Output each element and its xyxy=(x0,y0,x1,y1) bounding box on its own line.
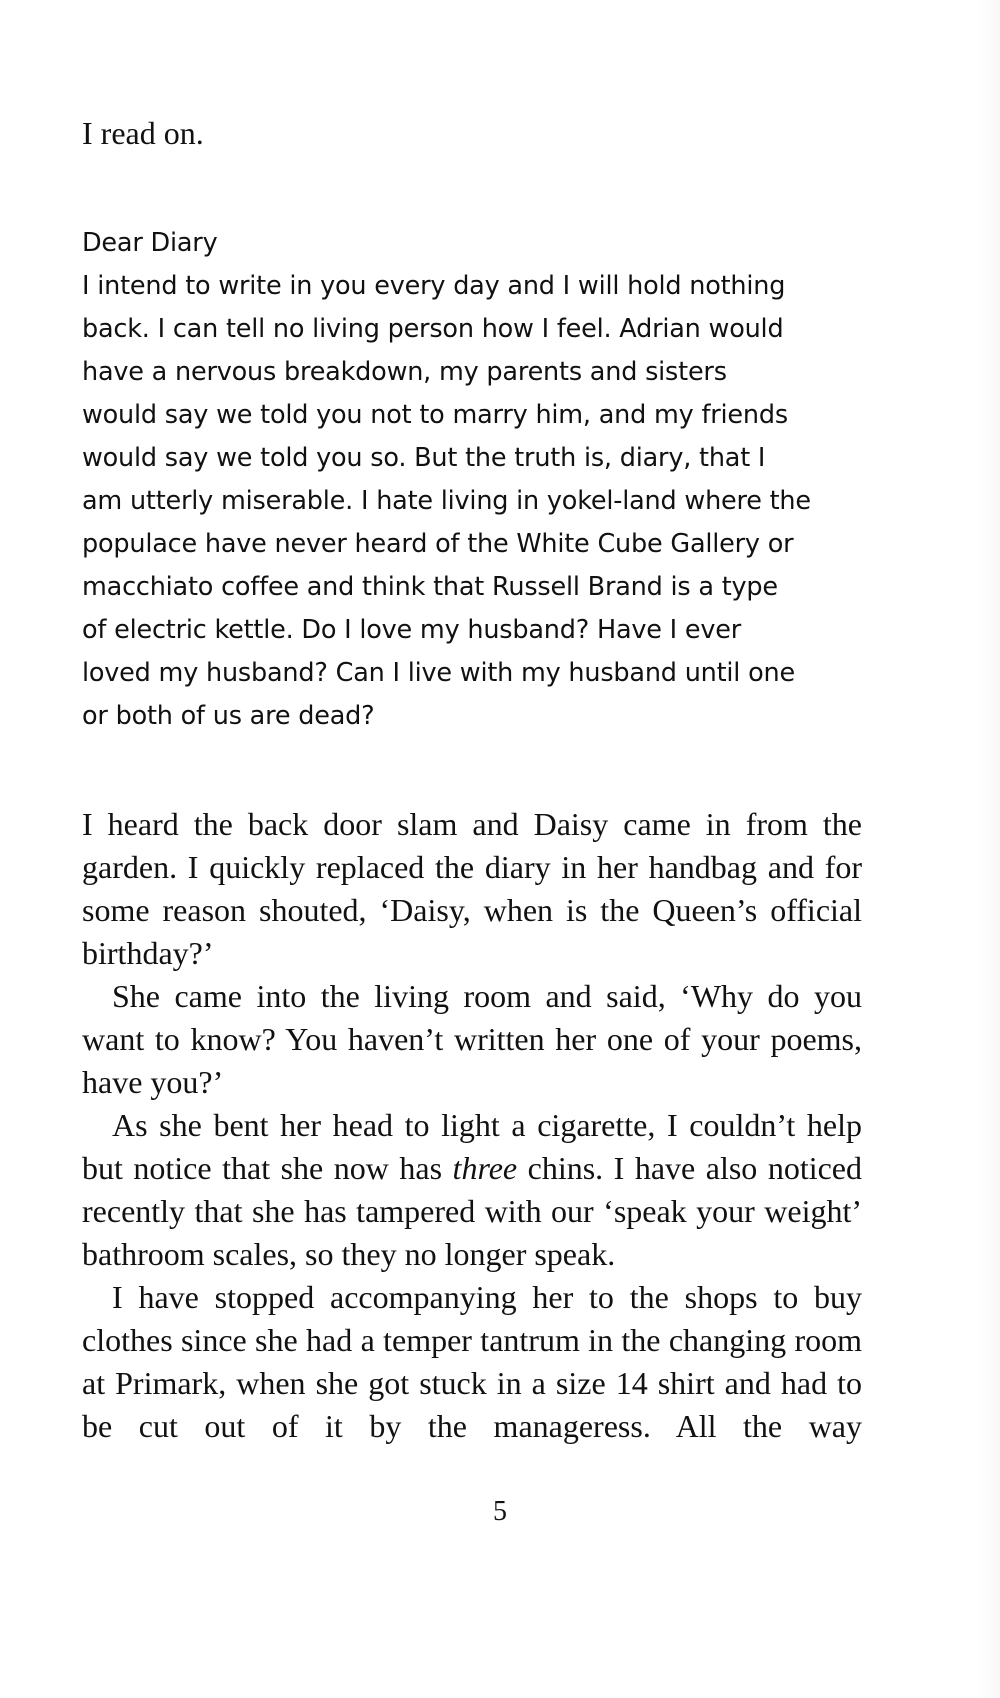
opening-line: I read on. xyxy=(82,115,204,151)
narrative-paragraph: I heard the back door slam and Daisy came in from the garden. I quickly replaced the diary in her handbag and for some reason shouted, ‘Daisy, when is the Queen’s official birthday?’ xyxy=(82,806,862,971)
scan-edge-shadow xyxy=(978,0,1000,1698)
diary-line: populace have never heard of the White Cube Gallery or xyxy=(82,529,794,559)
diary-line: or both of us are dead? xyxy=(82,701,375,731)
diary-line: back. I can tell no living person how I feel. Adrian would xyxy=(82,314,784,344)
diary-line: macchiato coffee and think that Russell Brand is a type xyxy=(82,572,778,602)
paragraph-text: As she bent her head to light a cigarette, I couldn’t help but notice that she now has xyxy=(82,1107,862,1186)
diary-line: have a nervous breakdown, my parents and sisters xyxy=(82,357,727,387)
paragraph-text: chins. I have also noticed recently that she has tampered with our ‘speak your weight’ bathroom scales, so they no longer speak. xyxy=(82,1150,863,1272)
diary-line: of electric kettle. Do I love my husband? Have I ever xyxy=(82,615,742,645)
emphasis-text: three xyxy=(452,1150,518,1186)
diary-line: loved my husband? Can I live with my husband until one xyxy=(82,658,795,688)
page-number: 5 xyxy=(493,1496,507,1527)
diary-heading: Dear Diary xyxy=(82,228,218,258)
diary-line: would say we told you so. But the truth is, diary, that I xyxy=(82,443,766,473)
diary-entry xyxy=(82,222,862,738)
diary-line: I intend to write in you every day and I will hold nothing xyxy=(82,271,786,301)
narrative-paragraph: She came into the living room and said, ‘Why do you want to know? You haven’t written her one of your poems, have you?’ xyxy=(82,978,862,1100)
narrative-paragraph xyxy=(82,1104,862,1276)
diary-line: would say we told you not to marry him, and my friends xyxy=(82,400,788,430)
narrative-text xyxy=(82,803,862,1448)
diary-line: am utterly miserable. I hate living in yokel-land where the xyxy=(82,486,811,516)
narrative-paragraph: I have stopped accompanying her to the shops to buy clothes since she had a temper tantrum in the changing room at Primark, when she got stuck in a size 14 shirt and had to be cut out of it by the manageress. All the way xyxy=(82,1279,862,1444)
